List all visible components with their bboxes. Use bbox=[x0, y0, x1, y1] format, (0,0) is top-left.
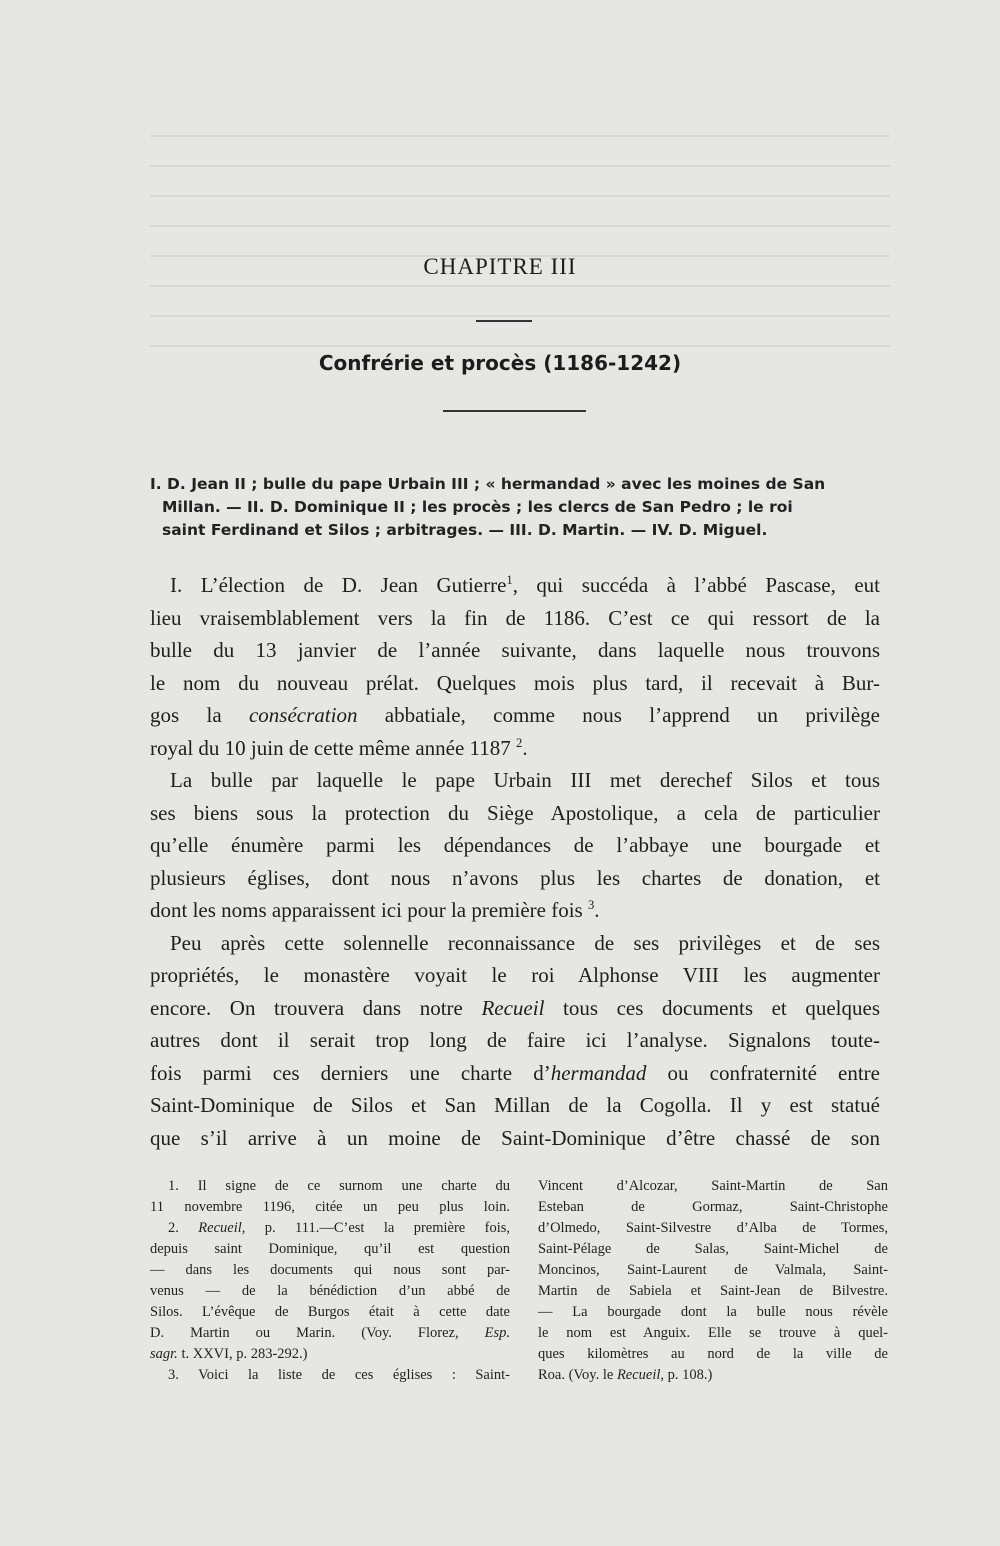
body-line: fois parmi ces derniers une charte d’hermandad ou confraternité entre bbox=[150, 1060, 880, 1085]
footnotes-right bbox=[538, 1176, 888, 1386]
body-text bbox=[150, 569, 880, 1154]
footnote-line: depuis saint Dominique, qu’il est question bbox=[150, 1241, 510, 1257]
summary-line: saint Ferdinand et Silos ; arbitrages. — III. D. Martin. — IV. D. Miguel. bbox=[162, 521, 768, 539]
footnote-line: 2. Recueil, p. 111.—C’est la première fois, bbox=[168, 1220, 510, 1236]
footnote-line: d’Olmedo, Saint-Silvestre d’Alba de Tormes, bbox=[538, 1220, 888, 1236]
footnote-line: 11 novembre 1196, citée un peu plus loin. bbox=[150, 1199, 510, 1215]
body-line: que s’il arrive à un moine de Saint-Dominique d’être chassé de son bbox=[150, 1125, 880, 1150]
body-line: dont les noms apparaissent ici pour la première fois $^3$. bbox=[150, 898, 600, 922]
summary-line: I. D. Jean II ; bulle du pape Urbain III ; « hermandad » avec les moines de San bbox=[150, 475, 826, 493]
footnote-line: 1. Il signe de ce surnom une charte du bbox=[168, 1178, 510, 1194]
footnote-line: Moncinos, Saint-Laurent de Valmala, Saint- bbox=[538, 1262, 888, 1278]
show-through-texture bbox=[150, 135, 890, 365]
footnote-line: Silos. L’évêque de Burgos était à cette date bbox=[150, 1304, 510, 1320]
footnote-line: Martin de Sabiela et Saint-Jean de Bilvestre. bbox=[538, 1283, 888, 1299]
footnote-line: D. Martin ou Marin. (Voy. Florez, Esp. bbox=[150, 1325, 510, 1341]
footnote-line: le nom est Anguix. Elle se trouve à quel- bbox=[538, 1325, 888, 1341]
chapter-title: Confrérie et procès (1186-1242) bbox=[318, 351, 682, 375]
summary-line: Millan. — II. D. Dominique II ; les procès ; les clercs de San Pedro ; le roi bbox=[162, 498, 793, 516]
title-rule bbox=[443, 410, 586, 412]
body-line: gos la consécration abbatiale, comme nous l’apprend un privilège bbox=[150, 703, 880, 727]
body-line: ses biens sous la protection du Siège Apostolique, a cela de particulier bbox=[150, 800, 880, 825]
footnote-line: venus — de la bénédiction d’un abbé de bbox=[150, 1283, 510, 1299]
footnote-line: Roa. (Voy. le Recueil, p. 108.) bbox=[538, 1367, 713, 1383]
body-line: Saint-Dominique de Silos et San Millan de la Cogolla. Il y est statué bbox=[150, 1093, 880, 1117]
footnote-line: — La bourgade dont la bulle nous révèle bbox=[538, 1304, 888, 1320]
footnotes-left bbox=[150, 1176, 510, 1386]
heading-rule bbox=[476, 320, 532, 322]
footnote-ref: 3 bbox=[587, 898, 595, 912]
body-line: Peu après cette solennelle reconnaissance de ses privilèges et de ses bbox=[170, 930, 880, 955]
footnote-line: Vincent d’Alcozar, Saint-Martin de San bbox=[538, 1178, 888, 1194]
footnote-line: sagr. t. XXVI, p. 283-292.) bbox=[150, 1346, 308, 1362]
footnote-ref: 2 bbox=[516, 735, 523, 750]
body-line: autres dont il serait trop long de faire ici l’analyse. Signalons toute- bbox=[150, 1028, 880, 1052]
footnote-line: Saint-Pélage de Salas, Saint-Michel de bbox=[538, 1241, 888, 1257]
footnote-line: 3. Voici la liste de ces églises : Saint- bbox=[168, 1367, 510, 1383]
chapter-heading: CHAPITRE III bbox=[423, 254, 577, 279]
body-line: plusieurs églises, dont nous n’avons plus les chartes de donation, et bbox=[150, 865, 880, 890]
footnote-ref: 1 bbox=[506, 573, 513, 587]
footnote-line: — dans les documents qui nous sont par- bbox=[150, 1262, 510, 1278]
body-line: lieu vraisemblablement vers la fin de 1186. C’est ce qui ressort de la bbox=[150, 605, 880, 630]
body-line: qu’elle énumère parmi les dépendances de l’abbaye une bourgade et bbox=[150, 833, 880, 857]
body-line: royal du 10 juin de cette même année 1187 $^2$. bbox=[150, 735, 528, 760]
chapter-summary bbox=[150, 473, 880, 542]
body-line: I. L’élection de D. Jean Gutierre$^1$, qui succéda à l’abbé Pascase, eut bbox=[170, 573, 880, 597]
body-line: encore. On trouvera dans notre Recueil tous ces documents et quelques bbox=[150, 995, 880, 1020]
body-line: bulle du 13 janvier de l’année suivante, dans laquelle nous trouvons bbox=[150, 638, 880, 662]
footnote-line: ques kilomètres au nord de la ville de bbox=[538, 1346, 888, 1362]
footnote-line: Esteban de Gormaz, Saint-Christophe bbox=[538, 1199, 888, 1215]
body-line: La bulle par laquelle le pape Urbain III met derechef Silos et tous bbox=[170, 768, 880, 792]
body-line: propriétés, le monastère voyait le roi Alphonse VIII les augmenter bbox=[150, 963, 880, 987]
body-line: le nom du nouveau prélat. Quelques mois plus tard, il recevait à Bur- bbox=[150, 670, 880, 695]
